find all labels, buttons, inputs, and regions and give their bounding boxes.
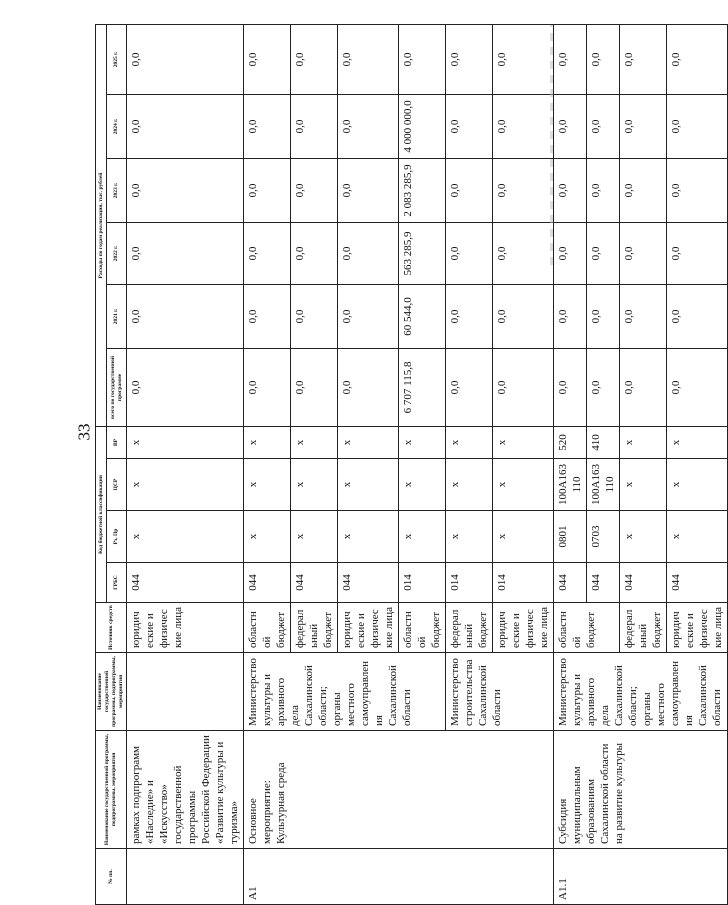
row-2024: 0,0 — [587, 94, 620, 158]
row-2021: 0,0 — [446, 284, 493, 348]
row-vr: х — [667, 426, 728, 458]
row-rzpr: х — [338, 511, 399, 563]
row-2024: 0,0 — [667, 94, 728, 158]
row-2023: 0,0 — [620, 158, 667, 222]
row-2022: 0,0 — [667, 222, 728, 284]
row-2024: 0,0 — [554, 94, 587, 158]
row-rzpr: х — [620, 511, 667, 563]
row-num: А1.1 — [554, 849, 728, 905]
row-grbs: 044 — [244, 563, 291, 603]
row-rzpr: х — [493, 511, 554, 563]
row-2025: 0,0 — [244, 24, 291, 94]
row-source: областной бюджет — [554, 603, 620, 653]
row-vr: х — [244, 426, 291, 458]
row-2022: 0,0 — [338, 222, 399, 284]
row-rzpr: х — [244, 511, 291, 563]
row-rzpr: х — [399, 511, 446, 563]
header-rzpr: Рз, Пр — [107, 511, 127, 563]
row-2025: 0,0 — [446, 24, 493, 94]
row-csr: 100A163 110 — [587, 459, 620, 511]
header-num: № пп. — [96, 849, 127, 905]
header-2024: 2024 г. — [107, 94, 127, 158]
row-2024: 0,0 — [291, 94, 338, 158]
row-csr: х — [446, 459, 493, 511]
row-grbs: 044 — [338, 563, 399, 603]
row-2023: 0,0 — [446, 158, 493, 222]
row-source: федеральный бюджет — [446, 603, 493, 653]
row-2021: 0,0 — [493, 284, 554, 348]
row-csr: х — [493, 459, 554, 511]
row-2025: 0,0 — [127, 24, 244, 94]
row-2021: 0,0 — [667, 284, 728, 348]
row-2025: 0,0 — [554, 24, 587, 94]
row-vr: х — [446, 426, 493, 458]
header-2023: 2023 г. — [107, 158, 127, 222]
row-vr: х — [338, 426, 399, 458]
row-2023: 0,0 — [493, 158, 554, 222]
row-2022: 0,0 — [244, 222, 291, 284]
row-2021: 60 544,0 — [399, 284, 446, 348]
row-total: 0,0 — [127, 348, 244, 426]
row-rzpr: 0703 — [587, 511, 620, 563]
row-2022: 0,0 — [446, 222, 493, 284]
row-source: федеральный бюджет — [291, 603, 338, 653]
row-2021: 0,0 — [587, 284, 620, 348]
row-grbs: 044 — [587, 563, 620, 603]
row-2021: 0,0 — [338, 284, 399, 348]
row-grbs: 014 — [493, 563, 554, 603]
row-2023: 0,0 — [587, 158, 620, 222]
row-executor: Министерство строительства Сахалинской области — [446, 653, 554, 731]
row-2023: 0,0 — [244, 158, 291, 222]
row-2025: 0,0 — [338, 24, 399, 94]
row-total: 0,0 — [244, 348, 291, 426]
row-total: 0,0 — [587, 348, 620, 426]
row-2022: 0,0 — [554, 222, 587, 284]
row-vr: 410 — [587, 426, 620, 458]
row-2021: 0,0 — [620, 284, 667, 348]
row-2024: 0,0 — [620, 94, 667, 158]
row-2022: 0,0 — [291, 222, 338, 284]
row-2023: 0,0 — [554, 158, 587, 222]
row-source: областной бюджет — [399, 603, 446, 653]
row-source: юридические и физические лица — [667, 603, 728, 653]
header-2022: 2022 г. — [107, 222, 127, 284]
row-csr: х — [667, 459, 728, 511]
row-2025: 0,0 — [291, 24, 338, 94]
row-source: юридические и физические лица — [127, 603, 244, 653]
row-2022: 0,0 — [587, 222, 620, 284]
row-2024: 0,0 — [244, 94, 291, 158]
row-total: 0,0 — [554, 348, 587, 426]
header-total: всего по государственной программе — [107, 348, 127, 426]
row-2023: 0,0 — [291, 158, 338, 222]
row-2025: 0,0 — [399, 24, 446, 94]
row-vr: 520 — [554, 426, 587, 458]
row-rzpr: х — [291, 511, 338, 563]
row-total: 0,0 — [620, 348, 667, 426]
row-total: 6 707 115,8 — [399, 348, 446, 426]
row-source: областной бюджет — [244, 603, 291, 653]
header-2025: 2025 г. — [107, 24, 127, 94]
row-source: федеральный бюджет — [620, 603, 667, 653]
row-2022: 0,0 — [493, 222, 554, 284]
row-2022: 0,0 — [620, 222, 667, 284]
table-row — [244, 24, 291, 904]
row-2023: 0,0 — [667, 158, 728, 222]
header-years-group: Расходы по годам реализации, тыс. рублей — [96, 24, 107, 426]
row-2023: 0,0 — [338, 158, 399, 222]
row-grbs: 014 — [446, 563, 493, 603]
row-executor: Министерство культуры и архивного дела Сахалинской области; органы местного самоуправления Сахалинской области — [244, 653, 446, 731]
row-name: рамках подпрограмм «Наследие» и «Искусство» государственной программы Российской Федерации «Развитие культуры и туризма» — [127, 731, 244, 849]
row-2021: 0,0 — [554, 284, 587, 348]
row-vr: х — [291, 426, 338, 458]
row-source: юридические и физические лица — [493, 603, 554, 653]
row-name: Основное мероприятие: Культурная среда — [244, 731, 554, 849]
row-2024: 0,0 — [446, 94, 493, 158]
row-2025: 0,0 — [667, 24, 728, 94]
row-2025: 0,0 — [587, 24, 620, 94]
row-source: юридические и физические лица — [338, 603, 399, 653]
row-total: 0,0 — [446, 348, 493, 426]
row-rzpr: х — [667, 511, 728, 563]
row-2021: 0,0 — [127, 284, 244, 348]
row-name: Субсидия муниципальным образованиям Сахалинской области на развитие культуры — [554, 731, 728, 849]
row-grbs: 044 — [291, 563, 338, 603]
row-vr: х — [399, 426, 446, 458]
row-2024: 0,0 — [493, 94, 554, 158]
row-2023: 2 083 285,9 — [399, 158, 446, 222]
header-2021: 2021 г. — [107, 284, 127, 348]
header-name: Наименование государственной программы, подпрограммы, мероприятия — [96, 731, 127, 849]
row-2022: 0,0 — [127, 222, 244, 284]
row-rzpr: х — [127, 511, 244, 563]
row-2021: 0,0 — [244, 284, 291, 348]
row-csr: х — [399, 459, 446, 511]
row-2025: 0,0 — [493, 24, 554, 94]
row-2022: 563 285,9 — [399, 222, 446, 284]
row-total: 0,0 — [291, 348, 338, 426]
row-csr: х — [127, 459, 244, 511]
row-vr: х — [127, 426, 244, 458]
row-num: А1 — [244, 849, 554, 905]
row-grbs: 014 — [399, 563, 446, 603]
header-vr: ВР — [107, 426, 127, 458]
header-csr: ЦСР — [107, 459, 127, 511]
header-executor: Наименование государственной программы, подпрограммы, мероприятия — [96, 653, 127, 731]
row-grbs: 044 — [127, 563, 244, 603]
row-total: 0,0 — [493, 348, 554, 426]
row-total: 0,0 — [667, 348, 728, 426]
header-source: Источник средств — [96, 603, 127, 653]
row-csr: х — [338, 459, 399, 511]
row-2021: 0,0 — [291, 284, 338, 348]
row-2025: 0,0 — [620, 24, 667, 94]
row-vr: х — [620, 426, 667, 458]
scan-artifact — [550, 25, 553, 265]
row-2023: 0,0 — [127, 158, 244, 222]
page-number: 33 — [74, 423, 94, 441]
header-classif-group: Код бюджетной классификации — [96, 426, 107, 602]
row-csr: х — [291, 459, 338, 511]
row-2024: 0,0 — [127, 94, 244, 158]
row-csr: 100A163 110 — [554, 459, 587, 511]
row-csr: х — [244, 459, 291, 511]
row-total: 0,0 — [338, 348, 399, 426]
row-num — [127, 849, 244, 905]
table-row — [127, 24, 244, 904]
row-2024: 4 000 000,0 — [399, 94, 446, 158]
row-grbs: 044 — [620, 563, 667, 603]
row-executor: Министерство культуры и архивного дела Сахалинской области; органы местного самоуправления Сахалинской области — [554, 653, 728, 731]
row-grbs: 044 — [554, 563, 587, 603]
row-2024: 0,0 — [338, 94, 399, 158]
row-executor — [127, 653, 244, 731]
table-row — [554, 24, 587, 904]
row-csr: х — [620, 459, 667, 511]
header-row-1 — [96, 24, 107, 904]
row-vr: х — [493, 426, 554, 458]
header-grbs: ГРБС — [107, 563, 127, 603]
row-rzpr: х — [446, 511, 493, 563]
row-grbs: 044 — [667, 563, 728, 603]
row-rzpr: 0801 — [554, 511, 587, 563]
budget-table — [95, 24, 728, 905]
